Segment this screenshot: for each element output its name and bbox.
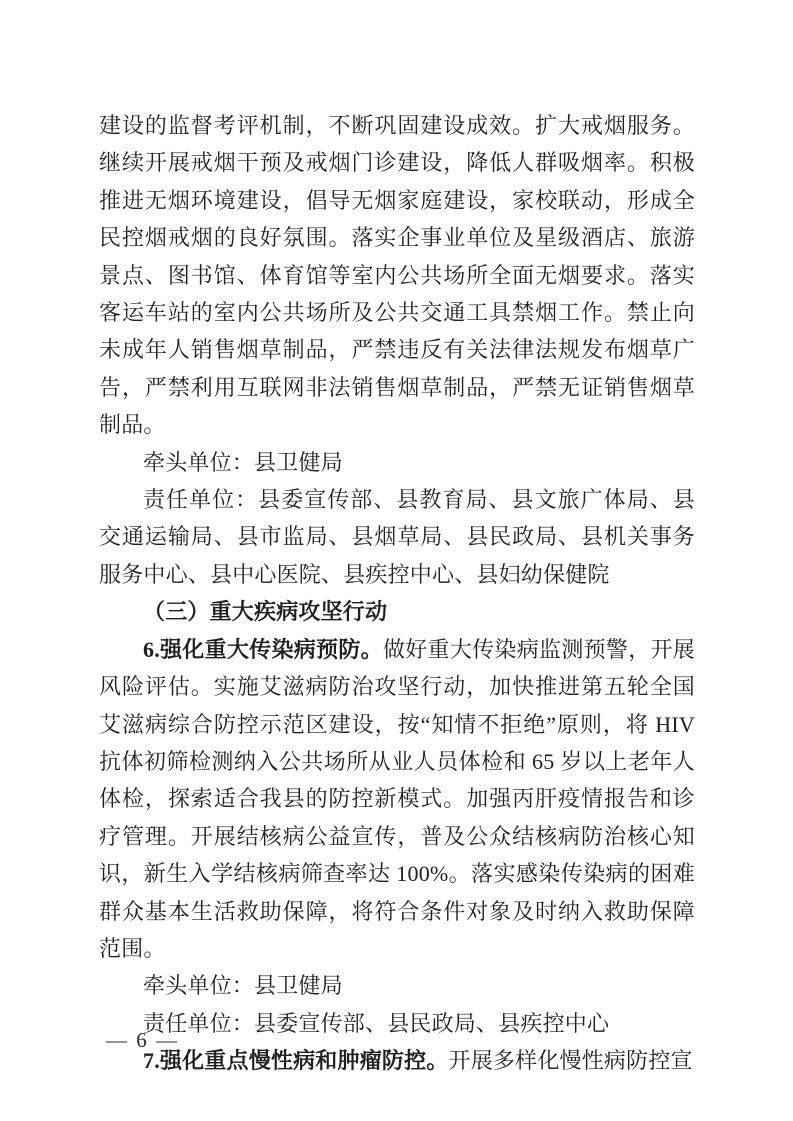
bold-text-run: （三）重大疾病攻坚行动 xyxy=(143,599,388,625)
paragraph-lead-unit-2 xyxy=(99,967,695,1004)
paragraph-responsible-units-2 xyxy=(99,1005,695,1042)
paragraph-responsible-units-1 xyxy=(99,481,695,593)
text-run: 牵头单位：县卫健局 xyxy=(143,449,343,475)
paragraph-smoking-control xyxy=(99,107,695,444)
document-body xyxy=(99,107,695,1080)
paragraph-item-6-infectious-disease xyxy=(99,631,695,968)
paragraph-item-7-chronic-disease xyxy=(99,1042,695,1079)
bold-text-run: 7.强化重点慢性病和肿瘤防控。 xyxy=(143,1048,449,1074)
paragraph-lead-unit-1 xyxy=(99,444,695,481)
section-heading-3 xyxy=(99,593,695,630)
text-run: 建设的监督考评机制，不断巩固建设成效。扩大戒烟服务。继续开展戒烟干预及戒烟门诊建设，降低人群吸烟率。积极推进无烟环境建设，倡导无烟家庭建设，家校联动，形成全民控烟戒烟的良好氛围。落实企事业单位及星级酒店、旅游景点、图书馆、体育馆等室内公共场所全面无烟要求。落实客运车站的室内公共场所及公共交通工具禁烟工作。禁止向未成年人销售烟草制品，严禁违反有关法律法规发布烟草广告，严禁利用互联网非法销售烟草制品，严禁无证销售烟草制品。 xyxy=(99,113,695,438)
bold-text-run: 6.强化重大传染病预防。 xyxy=(143,636,383,662)
text-run: 牵头单位：县卫健局 xyxy=(143,973,343,999)
page-number: — 6 — xyxy=(106,1028,179,1052)
text-run: 做好重大传染病监测预警，开展风险评估。实施艾滋病防治攻坚行动，加快推进第五轮全国艾滋病综合防控示范区建设，按“知情不拒绝”原则，将 HIV 抗体初筛检测纳入公共场所从业人员体检和 65 岁以上老年人体检，探索适合我县的防控新模式。加强丙肝疫情报告和诊疗管理。开展结核病公益宣传，普及公众结核病防治核心知识，新生入学结核病筛查率达 100%。落实感染传染病的困难群众基本生活救助保障，将符合条件对象及时纳入救助保障范围。 xyxy=(99,636,695,961)
text-run: 责任单位：县委宣传部、县民政局、县疾控中心 xyxy=(143,1010,610,1036)
text-run: 开展多样化慢性病防控宣 xyxy=(448,1048,693,1074)
text-run: 责任单位：县委宣传部、县教育局、县文旅广体局、县交通运输局、县市监局、县烟草局、县民政局、县机关事务服务中心、县中心医院、县疾控中心、县妇幼保健院 xyxy=(99,487,695,587)
